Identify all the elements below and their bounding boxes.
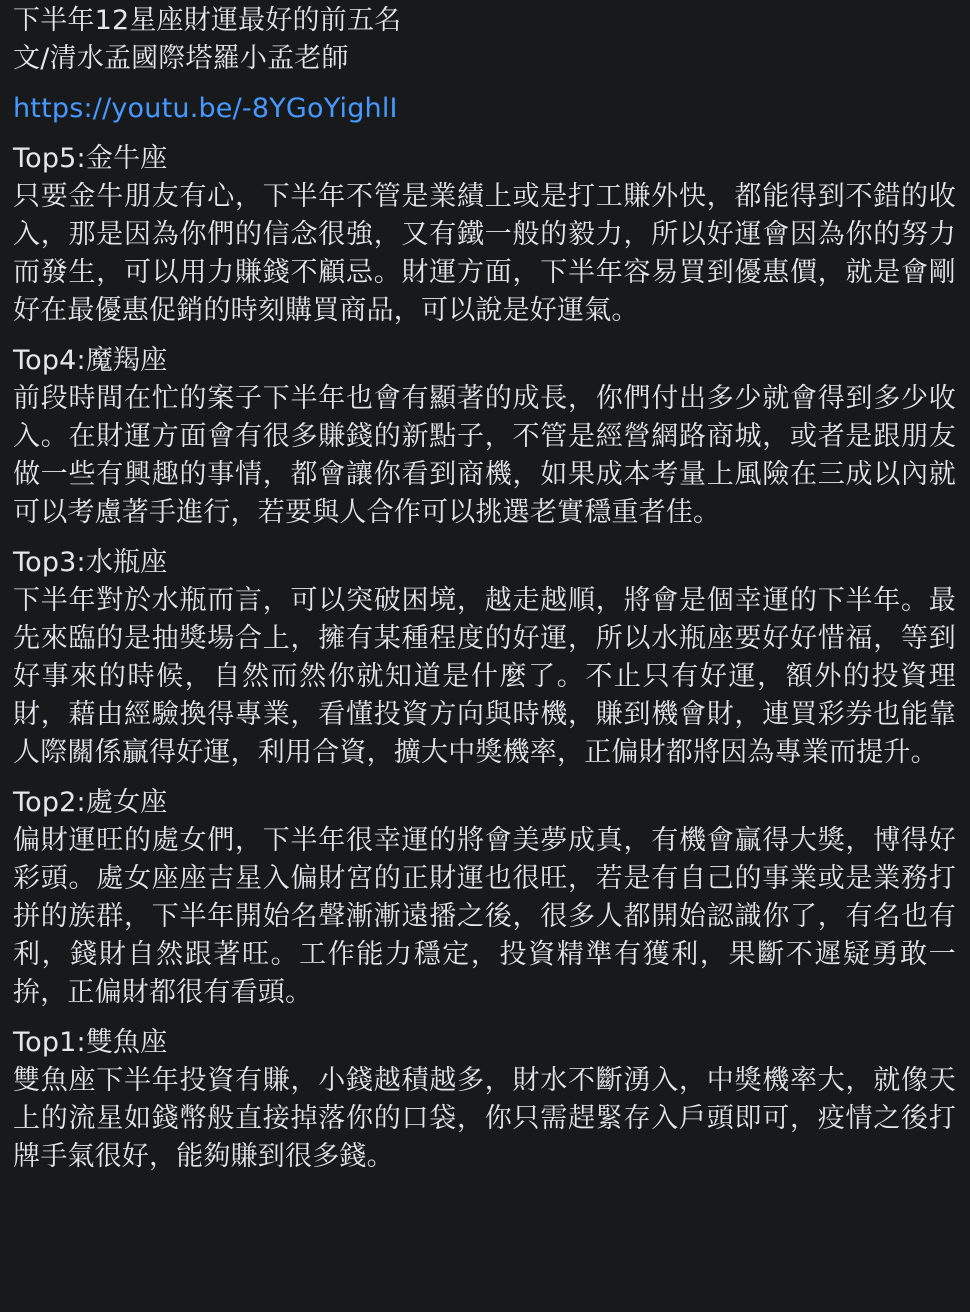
section-body: 只要金牛朋友有心，下半年不管是業績上或是打工賺外快，都能得到不錯的收入，那是因為你們的信念很強，又有鐵一般的毅力，所以好運會因為你的努力而發生，可以用力賺錢不顧忌。財運方面，下半年容易買到優惠價，就是會剛好在最優惠促銷的時刻購買商品，可以說是好運氣。 bbox=[13, 181, 956, 326]
section-top1 bbox=[13, 1024, 956, 1176]
section-title: Top4:魔羯座 bbox=[13, 345, 168, 376]
section-title: Top1:雙魚座 bbox=[13, 1027, 168, 1058]
section-body: 雙魚座下半年投資有賺，小錢越積越多，財水不斷湧入，中獎機率大，就像天上的流星如錢幣般直接掉落你的口袋，你只需趕緊存入戶頭即可，疫情之後打牌手氣很好，能夠賺到很多錢。 bbox=[13, 1065, 956, 1172]
post-author: 文/清水孟國際塔羅小孟老師 bbox=[13, 43, 349, 74]
section-title: Top5:金牛座 bbox=[13, 143, 168, 174]
section-top5 bbox=[13, 140, 956, 330]
section-title: Top2:處女座 bbox=[13, 787, 168, 818]
section-top2 bbox=[13, 784, 956, 1012]
youtube-link[interactable]: https://youtu.be/-8YGoYighlI bbox=[13, 93, 398, 124]
section-title: Top3:水瓶座 bbox=[13, 547, 168, 578]
section-body: 前段時間在忙的案子下半年也會有顯著的成長，你們付出多少就會得到多少收入。在財運方面會有很多賺錢的新點子，不管是經營網路商城，或者是跟朋友做一些有興趣的事情，都會讓你看到商機，如果成本考量上風險在三成以內就可以考慮著手進行，若要與人合作可以挑選老實穩重者佳。 bbox=[13, 383, 956, 528]
section-body: 偏財運旺的處女們，下半年很幸運的將會美夢成真，有機會贏得大獎，博得好彩頭。處女座座吉星入偏財宮的正財運也很旺，若是有自己的事業或是業務打拼的族群，下半年開始名聲漸漸遠播之後，很多人都開始認識你了，有名也有利，錢財自然跟著旺。工作能力穩定，投資精準有獲利，果斷不遲疑勇敢一拚，正偏財都很有看頭。 bbox=[13, 825, 956, 1008]
post-title: 下半年12星座財運最好的前五名 bbox=[13, 5, 402, 36]
section-top3 bbox=[13, 544, 956, 772]
section-body: 下半年對於水瓶而言，可以突破困境，越走越順，將會是個幸運的下半年。最先來臨的是抽獎場合上，擁有某種程度的好運，所以水瓶座要好好惜福，等到好事來的時候，自然而然你就知道是什麼了。不止只有好運，額外的投資理財，藉由經驗換得專業，看懂投資方向與時機，賺到機會財，連買彩券也能靠人際關係贏得好運，利用合資，擴大中獎機率，正偏財都將因為專業而提升。 bbox=[13, 585, 956, 768]
section-top4 bbox=[13, 342, 956, 532]
